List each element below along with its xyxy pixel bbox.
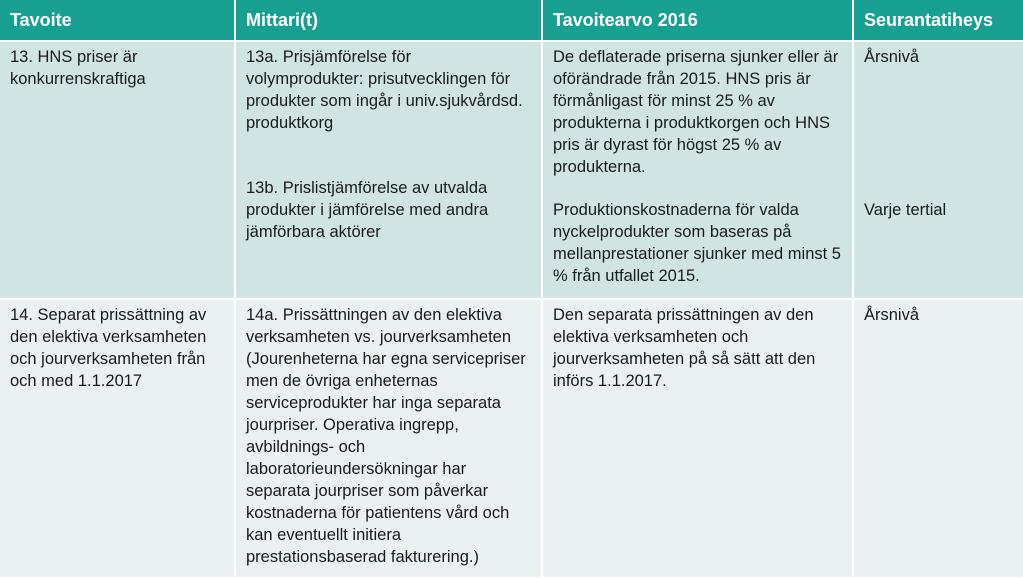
goal-cell — [0, 299, 235, 578]
goal-text: 14. Separat prissättning av den elektiva verksamheten och jourverksamheten från och med 1.1.2017 — [10, 306, 207, 390]
goal-cell — [0, 41, 235, 299]
metric-text: 14a. Prissättningen av den elektiva verksamheten vs. jourverksamheten (Jourenheterna har egna servicepriser men de övriga enheternas serviceprodukter har inga separata jourpriser. Operativa ingrepp, avbildnings- och laboratorieundersökningar har separata jourpriser som påverkar kostnaderna för patientens vård och kan eventuellt initiera prestationsbaserad fakturering.) — [246, 306, 526, 566]
header-tavoite: Tavoite — [0, 0, 235, 41]
metric-text: 13b. Prislistjämförelse av utvalda produkter i jämförelse med andra jämförbara aktörer — [246, 179, 489, 241]
header-seurantatiheys: Seurantatiheys — [853, 0, 1023, 41]
metric-cell — [235, 41, 542, 299]
frequency-cell — [853, 41, 1023, 299]
table-row — [0, 299, 1023, 578]
frequency-text: Årsnivå — [864, 306, 920, 324]
target-cell — [542, 41, 853, 299]
target-text: Den separata prissättningen av den elektiva verksamheten och jourverksamheten på så sätt att den införs 1.1.2017. — [553, 306, 816, 390]
target-cell — [542, 299, 853, 578]
frequency-cell — [853, 299, 1023, 578]
header-tavoitearvo: Tavoitearvo 2016 — [542, 0, 853, 41]
metric-cell — [235, 299, 542, 578]
table-row — [0, 41, 1023, 299]
frequency-text: Varje tertial — [864, 201, 947, 219]
header-mittari: Mittari(t) — [235, 0, 542, 41]
metric-text: 13a. Prisjämförelse för volymprodukter: prisutvecklingen för produkter som ingår i univ.sjukvårdsd. produktkorg — [246, 48, 523, 132]
target-text: Produktionskostnaderna för valda nyckelprodukter som baseras på mellanprestationer sjunker med minst 5 % från utfallet 2015. — [553, 201, 841, 285]
header-row — [0, 0, 1023, 41]
frequency-text: Årsnivå — [864, 48, 920, 66]
goal-text: 13. HNS priser är konkurrenskraftiga — [10, 48, 146, 88]
target-text: De deflaterade priserna sjunker eller är oförändrade från 2015. HNS pris är förmånligast för minst 25 % av produkterna i produktkorgen och HNS pris är dyrast för högst 25 % av produkterna. — [553, 48, 839, 176]
